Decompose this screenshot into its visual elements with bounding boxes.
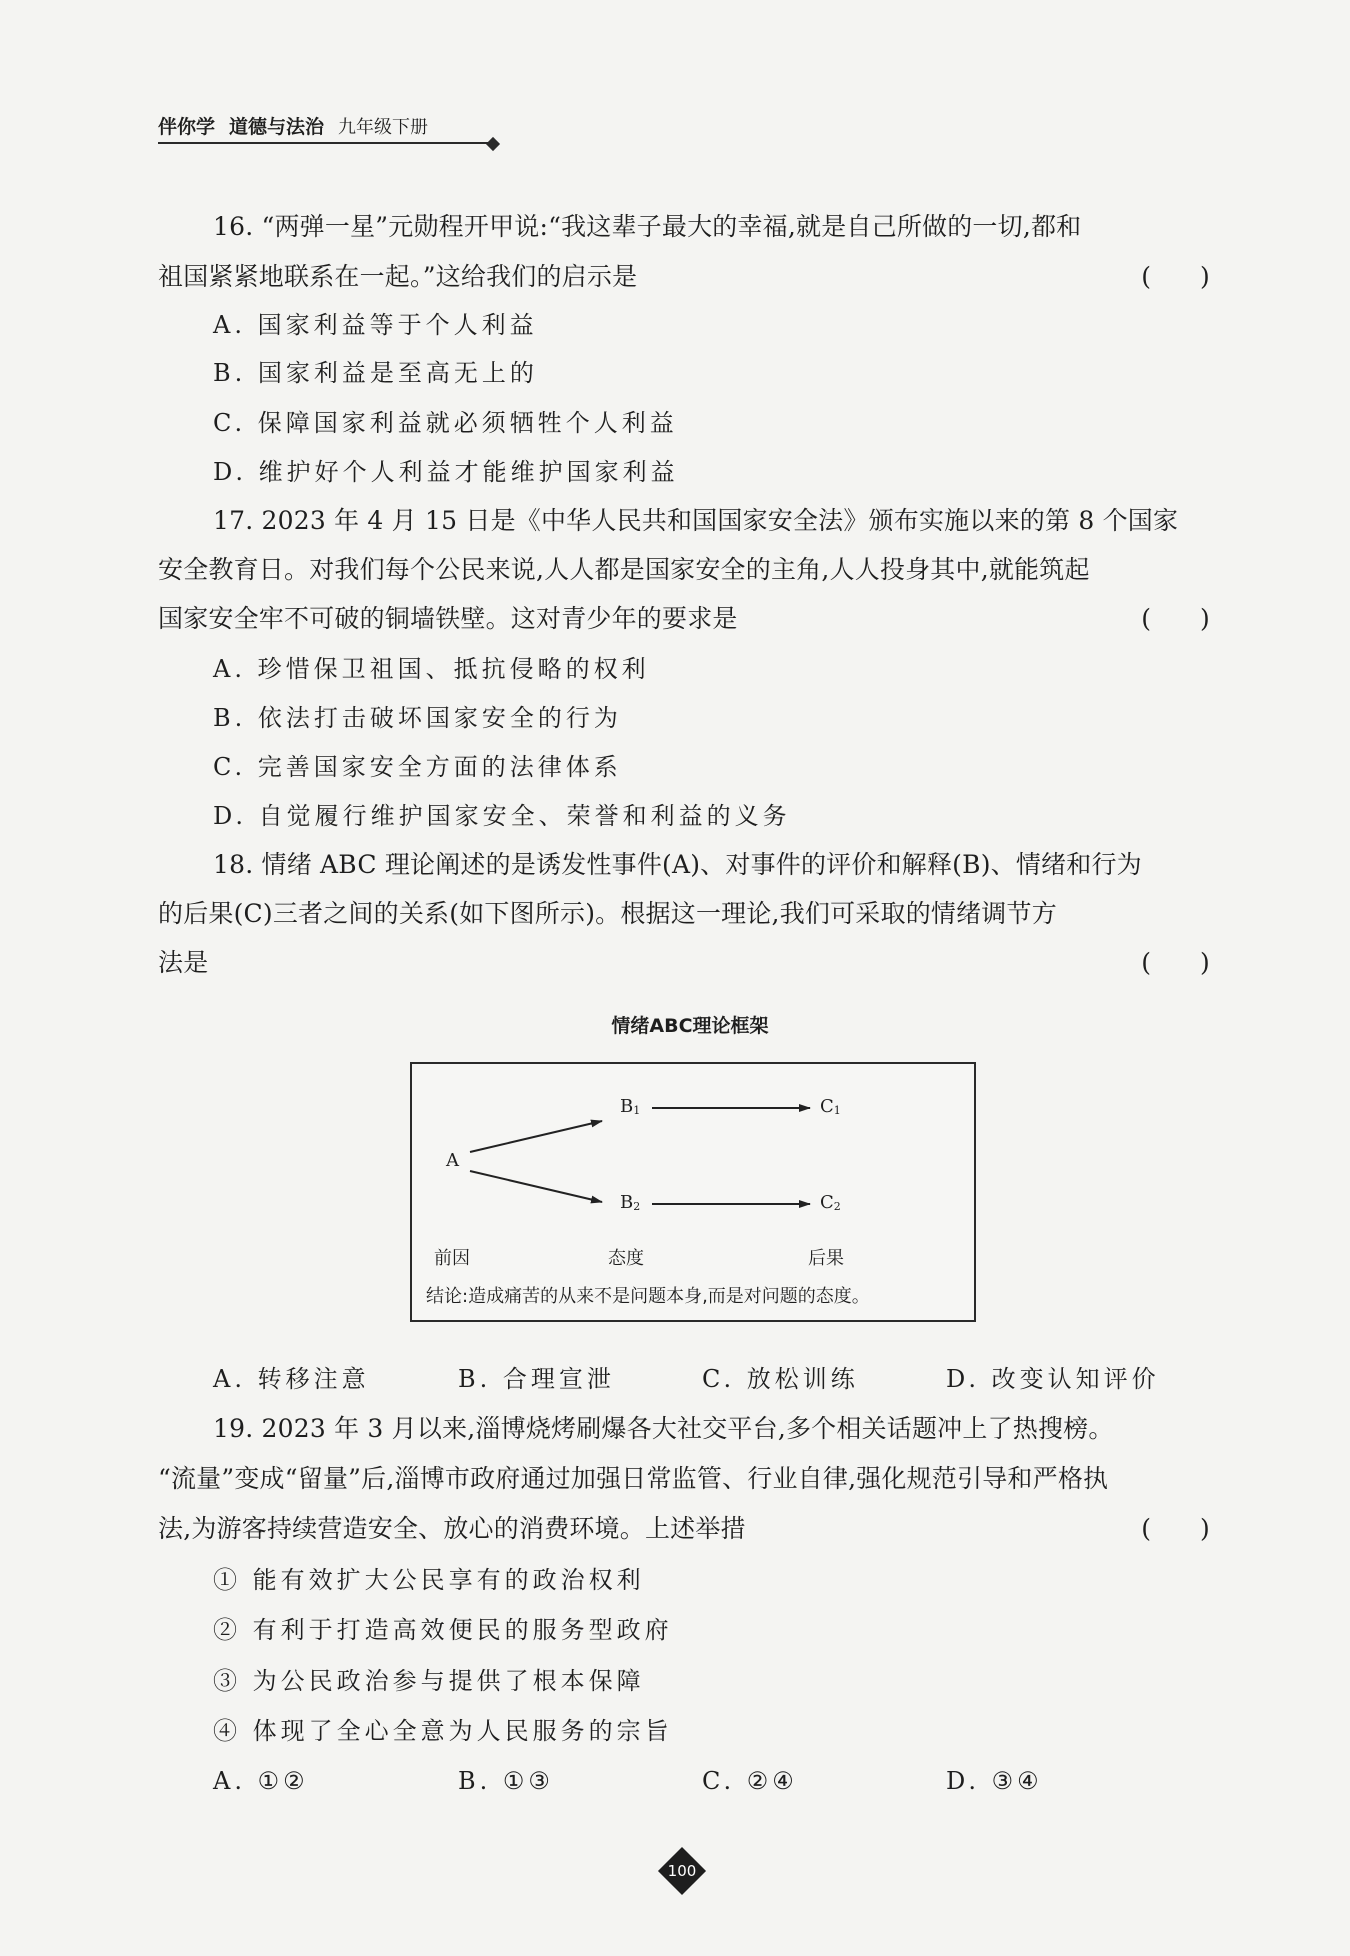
- option-18-a: A. 转移注意: [213, 1365, 370, 1393]
- running-header: [158, 112, 488, 144]
- subject-name: 道德与法治: [229, 116, 325, 138]
- label-result: 后果: [808, 1248, 844, 1269]
- option-19-a: A. ①②: [213, 1767, 309, 1795]
- node-c2-subscript: 2: [833, 1200, 841, 1213]
- question-16-line-1: 16. “两弹一星”元勋程开甲说:“我这辈子最大的幸福,就是自己所做的一切,都和: [213, 212, 1082, 241]
- option-16-a: A. 国家利益等于个人利益: [213, 311, 538, 339]
- figure-title: 情绪ABC理论框架: [611, 1015, 769, 1037]
- question-18-line-1: 18. 情绪 ABC 理论阐述的是诱发性事件(A)、对事件的评价和解释(B)、情绪和行为: [213, 850, 1142, 879]
- question-16-line-2: [158, 262, 1210, 292]
- statement-19-3: ③ 为公民政治参与提供了根本保障: [213, 1667, 645, 1695]
- arrow-a-to-b2: [470, 1171, 602, 1202]
- option-16-c: C. 保障国家利益就必须牺牲个人利益: [213, 409, 678, 437]
- option-17-b: B. 依法打击破坏国家安全的行为: [213, 704, 622, 732]
- question-19-line-1: 19. 2023 年 3 月以来,淄博烧烤刷爆各大社交平台,多个相关话题冲上了热搜榜。: [213, 1414, 1114, 1443]
- option-17-a: A. 珍惜保卫祖国、抵抗侵略的权利: [213, 655, 650, 683]
- diamond-icon: [486, 137, 500, 151]
- node-c2: [820, 1192, 841, 1218]
- question-18-stem-end: 法是: [158, 948, 209, 977]
- statement-19-2: ② 有利于打造高效便民的服务型政府: [213, 1616, 673, 1644]
- question-19-line-2: “流量”变成“留量”后,淄博市政府通过加强日常监管、行业自律,强化规范引导和严格执: [158, 1464, 1109, 1493]
- answer-paren: ( ): [1141, 604, 1210, 633]
- option-17-c: C. 完善国家安全方面的法律体系: [213, 753, 622, 781]
- question-19-stem-end: 法,为游客持续营造安全、放心的消费环境。上述举措: [158, 1514, 746, 1543]
- node-a: A: [446, 1150, 459, 1171]
- question-18-line-2: 的后果(C)三者之间的关系(如下图所示)。根据这一理论,我们可采取的情绪调节方: [158, 899, 1057, 928]
- option-16-d: D. 维护好个人利益才能维护国家利益: [213, 458, 679, 486]
- question-17-line-1: 17. 2023 年 4 月 15 日是《中华人民共和国国家安全法》颁布实施以来的第 8 个国家: [213, 506, 1179, 535]
- label-cause: 前因: [434, 1248, 470, 1269]
- page-number-badge: [659, 1848, 705, 1894]
- arrow-a-to-b1: [470, 1121, 602, 1152]
- option-19-c: C. ②④: [702, 1767, 798, 1795]
- node-c2-letter: C: [820, 1192, 834, 1213]
- node-b1: [620, 1096, 640, 1122]
- answer-paren: ( ): [1141, 1514, 1210, 1543]
- question-19-line-3: [158, 1514, 1210, 1544]
- option-19-d: D. ③④: [946, 1767, 1043, 1795]
- answer-paren: ( ): [1141, 262, 1210, 291]
- option-17-d: D. 自觉履行维护国家安全、荣誉和利益的义务: [213, 802, 791, 830]
- node-b1-letter: B: [620, 1096, 634, 1117]
- statement-19-4: ④ 体现了全心全意为人民服务的宗旨: [213, 1717, 673, 1745]
- question-17-line-2: 安全教育日。对我们每个公民来说,人人都是国家安全的主角,人人投身其中,就能筑起: [158, 555, 1090, 584]
- grade-name: 九年级下册: [338, 117, 429, 138]
- option-18-b: B. 合理宣泄: [458, 1365, 615, 1393]
- option-16-b: B. 国家利益是至高无上的: [213, 359, 538, 387]
- answer-paren: ( ): [1141, 948, 1210, 977]
- node-c1: [820, 1096, 841, 1122]
- option-18-d: D. 改变认知评价: [946, 1365, 1160, 1393]
- series-name: 伴你学: [158, 116, 216, 138]
- question-17-stem-end: 国家安全牢不可破的铜墙铁壁。这对青少年的要求是: [158, 604, 738, 633]
- node-c1-subscript: 1: [833, 1104, 841, 1117]
- abc-theory-diagram: [410, 1062, 976, 1322]
- question-17-line-3: [158, 604, 1210, 634]
- node-b2-subscript: 2: [633, 1200, 641, 1213]
- option-19-b: B. ①③: [458, 1767, 554, 1795]
- question-16-stem-end: 祖国紧紧地联系在一起。”这给我们的启示是: [158, 262, 638, 291]
- node-b2: [620, 1192, 640, 1218]
- arrow-layer: [412, 1064, 978, 1324]
- node-b1-subscript: 1: [633, 1104, 641, 1117]
- page-number: 100: [667, 1862, 697, 1880]
- node-c1-letter: C: [820, 1096, 834, 1117]
- statement-19-1: ① 能有效扩大公民享有的政治权利: [213, 1566, 645, 1594]
- figure-conclusion: 结论:造成痛苦的从来不是问题本身,而是对问题的态度。: [426, 1286, 870, 1307]
- option-18-c: C. 放松训练: [702, 1365, 859, 1393]
- label-attitude: 态度: [608, 1248, 644, 1269]
- node-b2-letter: B: [620, 1192, 634, 1213]
- question-18-line-3: [158, 948, 1210, 978]
